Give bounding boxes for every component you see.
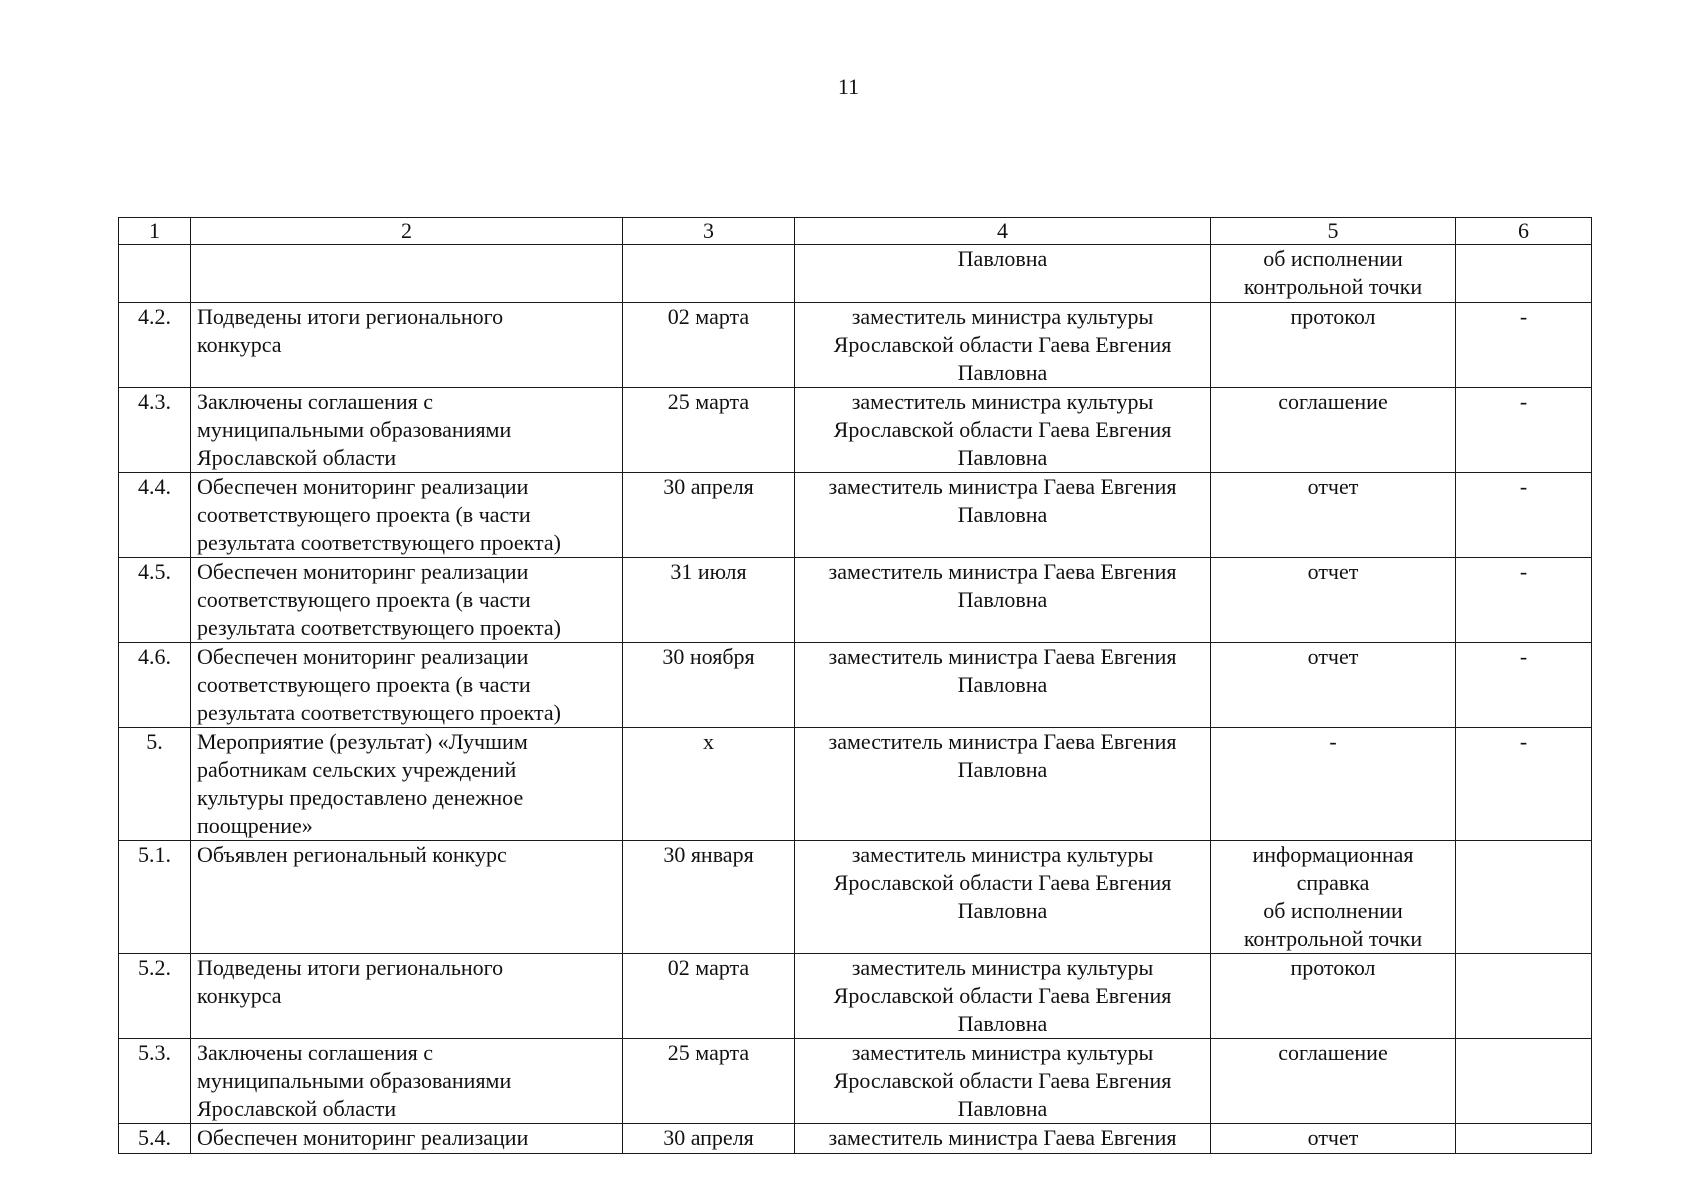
row-responsible: заместитель министра Гаева Евгения Павловна <box>795 728 1211 841</box>
table-row <box>119 841 1592 954</box>
row-number: 4.5. <box>119 558 191 643</box>
row-document: соглашение <box>1211 1039 1456 1124</box>
row-responsible: заместитель министра культуры Ярославской области Гаева Евгения Павловна <box>795 303 1211 388</box>
row-responsible: заместитель министра Гаева Евгения Павловна <box>795 558 1211 643</box>
row-document: отчет <box>1211 558 1456 643</box>
row-responsible: Павловна <box>795 245 1211 303</box>
table-row <box>119 473 1592 558</box>
table-row <box>119 245 1592 303</box>
plan-table <box>118 217 1592 1154</box>
row-name: Объявлен региональный конкурс <box>191 841 623 954</box>
table-row <box>119 728 1592 841</box>
row-date: 02 марта <box>623 954 795 1039</box>
row-name: Подведены итоги регионального конкурса <box>191 303 623 388</box>
row-date: 02 марта <box>623 303 795 388</box>
row-document: об исполнении контрольной точки <box>1211 245 1456 303</box>
row-date: 25 марта <box>623 388 795 473</box>
row-responsible: заместитель министра культуры Ярославской области Гаева Евгения Павловна <box>795 1039 1211 1124</box>
header-cell: 2 <box>191 218 623 245</box>
row-name <box>191 245 623 303</box>
row-document: протокол <box>1211 303 1456 388</box>
row-date: 30 апреля <box>623 1124 795 1154</box>
row-note <box>1456 841 1592 954</box>
table-row <box>119 558 1592 643</box>
table-row <box>119 1039 1592 1124</box>
row-name: Подведены итоги регионального конкурса <box>191 954 623 1039</box>
row-responsible: заместитель министра культуры Ярославской области Гаева Евгения Павловна <box>795 841 1211 954</box>
row-note: - <box>1456 388 1592 473</box>
row-document: - <box>1211 728 1456 841</box>
table-header-row <box>119 218 1592 245</box>
row-document: отчет <box>1211 1124 1456 1154</box>
row-document: отчет <box>1211 473 1456 558</box>
row-responsible: заместитель министра Гаева Евгения Павловна <box>795 643 1211 728</box>
row-document: информационная справка об исполнении контрольной точки <box>1211 841 1456 954</box>
row-note: - <box>1456 643 1592 728</box>
row-number: 5.2. <box>119 954 191 1039</box>
row-date: 30 апреля <box>623 473 795 558</box>
row-date: 25 марта <box>623 1039 795 1124</box>
row-note: - <box>1456 728 1592 841</box>
row-note <box>1456 1039 1592 1124</box>
row-number <box>119 245 191 303</box>
row-name: Заключены соглашения с муниципальными образованиями Ярославской области <box>191 1039 623 1124</box>
header-cell: 6 <box>1456 218 1592 245</box>
row-responsible: заместитель министра культуры Ярославской области Гаева Евгения Павловна <box>795 388 1211 473</box>
table-row <box>119 1124 1592 1154</box>
row-number: 5.3. <box>119 1039 191 1124</box>
row-date: х <box>623 728 795 841</box>
row-responsible: заместитель министра Гаева Евгения <box>795 1124 1211 1154</box>
row-name: Обеспечен мониторинг реализации соответствующего проекта (в части результата соответствующего проекта) <box>191 643 623 728</box>
row-responsible: заместитель министра Гаева Евгения Павловна <box>795 473 1211 558</box>
row-note: - <box>1456 473 1592 558</box>
table-row <box>119 643 1592 728</box>
row-number: 4.3. <box>119 388 191 473</box>
row-name: Обеспечен мониторинг реализации соответствующего проекта (в части результата соответствующего проекта) <box>191 558 623 643</box>
row-note <box>1456 1124 1592 1154</box>
row-name: Мероприятие (результат) «Лучшим работникам сельских учреждений культуры предоставлено денежное поощрение» <box>191 728 623 841</box>
row-note: - <box>1456 303 1592 388</box>
page-number: 11 <box>837 74 860 99</box>
header-cell: 5 <box>1211 218 1456 245</box>
row-date: 31 июля <box>623 558 795 643</box>
row-number: 4.6. <box>119 643 191 728</box>
row-document: отчет <box>1211 643 1456 728</box>
header-cell: 1 <box>119 218 191 245</box>
header-cell: 3 <box>623 218 795 245</box>
row-note <box>1456 954 1592 1039</box>
table-row <box>119 388 1592 473</box>
row-name: Обеспечен мониторинг реализации <box>191 1124 623 1154</box>
row-number: 4.4. <box>119 473 191 558</box>
row-number: 5.1. <box>119 841 191 954</box>
row-responsible: заместитель министра культуры Ярославской области Гаева Евгения Павловна <box>795 954 1211 1039</box>
row-date: 30 января <box>623 841 795 954</box>
header-cell: 4 <box>795 218 1211 245</box>
row-date: 30 ноября <box>623 643 795 728</box>
row-name: Обеспечен мониторинг реализации соответствующего проекта (в части результата соответствующего проекта) <box>191 473 623 558</box>
row-note <box>1456 245 1592 303</box>
row-document: протокол <box>1211 954 1456 1039</box>
row-note: - <box>1456 558 1592 643</box>
row-number: 5. <box>119 728 191 841</box>
row-document: соглашение <box>1211 388 1456 473</box>
row-date <box>623 245 795 303</box>
row-name: Заключены соглашения с муниципальными образованиями Ярославской области <box>191 388 623 473</box>
row-number: 4.2. <box>119 303 191 388</box>
row-number: 5.4. <box>119 1124 191 1154</box>
table-row <box>119 303 1592 388</box>
table-row <box>119 954 1592 1039</box>
